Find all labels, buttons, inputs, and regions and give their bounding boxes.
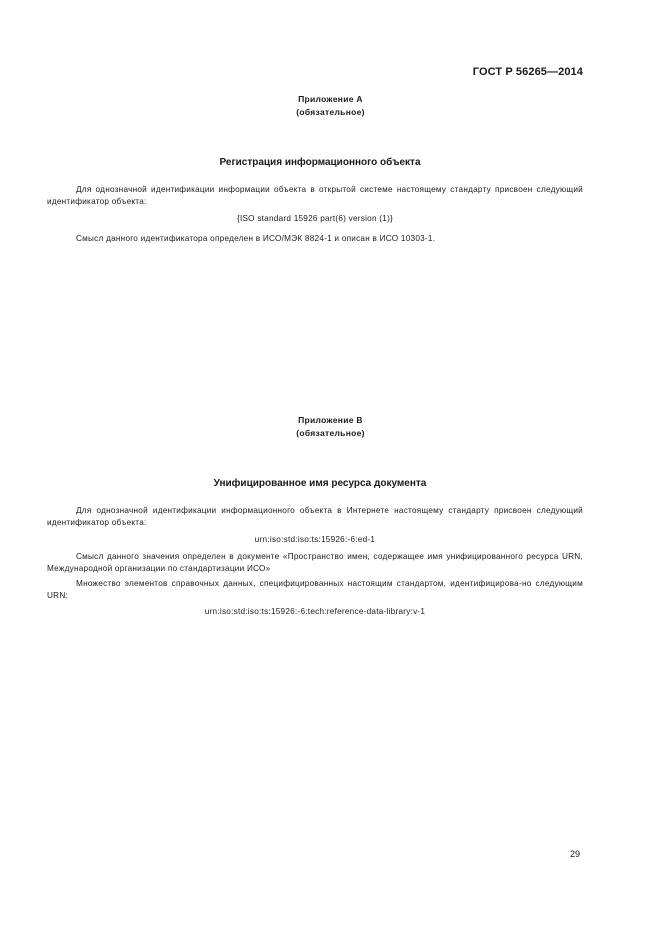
appendix-b-urn-reference-data-library: urn:iso:std:iso:ts:15926:-6:tech:reference-data-library:v-1 [204, 607, 426, 616]
appendix-a-status: (обязательное) [296, 107, 365, 117]
page-number: 29 [569, 849, 580, 859]
appendix-b-heading [0, 414, 661, 440]
appendix-b-paragraph-1 [47, 505, 583, 529]
appendix-a-heading [0, 93, 661, 119]
appendix-b-title: Унифицированное имя ресурса документа [213, 478, 427, 489]
appendix-a-paragraph-1 [47, 184, 583, 208]
appendix-b-paragraph-1-text: Для однозначной идентификации информационного объекта в Интернете настоящему стандарту присвоен следующий идентификатор объекта: [47, 506, 583, 527]
appendix-b-paragraph-3-text: Множество элементов справочных данных, специфицированных настоящим стандартом, идентифицирова-но следующим URN: [47, 579, 583, 600]
appendix-a-label: Приложение А [298, 94, 363, 104]
appendix-b-label: Приложение В [298, 415, 363, 425]
appendix-b-urn-document: urn:iso:std:iso:ts:15926:-6:ed-1 [254, 535, 376, 544]
appendix-b-paragraph-3 [47, 578, 583, 602]
appendix-b-status: (обязательное) [296, 428, 365, 438]
appendix-a-paragraph-1-text: Для однозначной идентификации информации объекта в открытой системе настоящему стандарту присвоен следующий идентификатор объекта: [47, 185, 583, 206]
appendix-b-paragraph-2-text: Смысл данного значения определен в документе «Пространство имен, содержащее имя унифицированного ресурса URN, Международной организации по стандартизации ИСО» [47, 552, 583, 573]
appendix-a-title: Регистрация информационного объекта [219, 157, 421, 168]
appendix-a-paragraph-2-text: Смысл данного идентификатора определен в ИСО/МЭК 8824-1 и описан в ИСО 10303-1. [76, 234, 436, 243]
appendix-a-object-identifier: {ISO standard 15926 part(6) version (1)} [236, 214, 394, 223]
document-number: ГОСТ Р 56265—2014 [472, 66, 583, 78]
appendix-b-paragraph-2 [47, 551, 583, 575]
appendix-a-paragraph-2 [47, 233, 583, 245]
